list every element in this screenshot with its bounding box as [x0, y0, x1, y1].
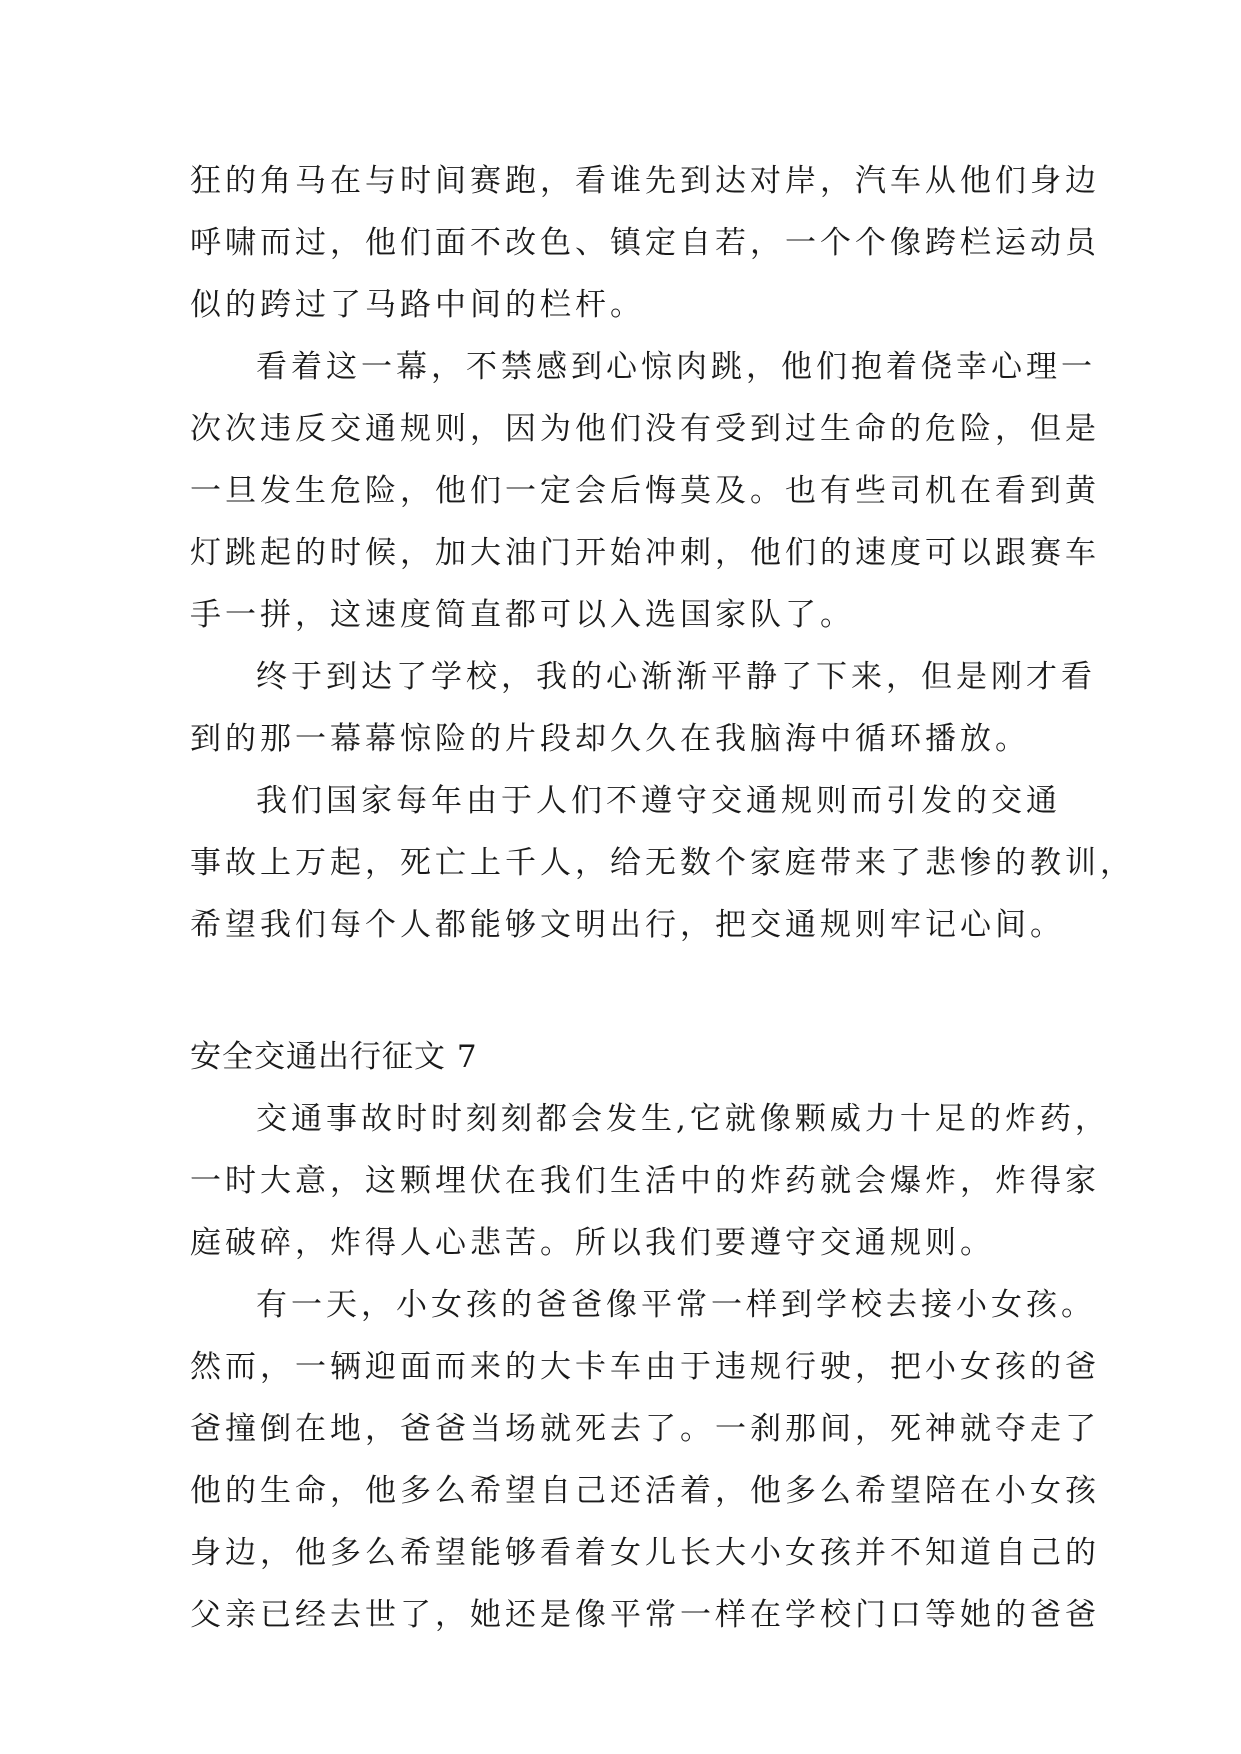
text-line: 到的那一幕幕惊险的片段却久久在我脑海中循环播放。: [190, 721, 1030, 757]
paragraph: [190, 336, 1100, 646]
text-line: 终于到达了学校，我的心渐渐平静了下来，但是刚才看: [256, 659, 1096, 695]
text-line: 希望我们每个人都能够文明出行，把交通规则牢记心间。: [190, 907, 1065, 943]
text-line: 似的跨过了马路中间的栏杆。: [190, 287, 645, 323]
text-line: 爸撞倒在地，爸爸当场就死去了。一刹那间，死神就夺走了: [190, 1411, 1100, 1447]
text-line: 交通事故时时刻刻都会发生,它就像颗威力十足的炸药，: [256, 1101, 1110, 1137]
document-body: [190, 150, 1135, 1646]
section-spacer: [190, 956, 1050, 1026]
text-line: 看着这一幕，不禁感到心惊肉跳，他们抱着侥幸心理一: [256, 349, 1096, 385]
text-line: 灯跳起的时候，加大油门开始冲刺，他们的速度可以跟赛车: [190, 535, 1100, 571]
text-line: 他的生命，他多么希望自己还活着，他多么希望陪在小女孩: [190, 1473, 1100, 1509]
text-line: 庭破碎，炸得人心悲苦。所以我们要遵守交通规则。: [190, 1225, 995, 1261]
text-line: 事故上万起，死亡上千人，给无数个家庭带来了悲惨的教训，: [190, 845, 1135, 881]
text-line: 一时大意，这颗埋伏在我们生活中的炸药就会爆炸，炸得家: [190, 1163, 1100, 1199]
paragraph: [190, 1274, 1100, 1646]
paragraph: [190, 646, 1096, 770]
text-line: 父亲已经去世了，她还是像平常一样在学校门口等她的爸爸: [190, 1597, 1100, 1633]
text-line: 身边，他多么希望能够看着女儿长大小女孩并不知道自己的: [190, 1535, 1100, 1571]
text-line: 然而，一辆迎面而来的大卡车由于违规行驶，把小女孩的爸: [190, 1349, 1100, 1385]
text-line: 我们国家每年由于人们不遵守交通规则而引发的交通: [256, 783, 1061, 819]
paragraph: [190, 770, 1135, 956]
text-line: 呼啸而过，他们面不改色、镇定自若，一个个像跨栏运动员: [190, 225, 1100, 261]
text-line: 一旦发生危险，他们一定会后悔莫及。也有些司机在看到黄: [190, 473, 1100, 509]
section-title: 安全交通出行征文 7: [190, 1039, 478, 1075]
paragraph: [190, 150, 1100, 336]
text-line: 狂的角马在与时间赛跑，看谁先到达对岸，汽车从他们身边: [190, 163, 1100, 199]
paragraph: [190, 1088, 1110, 1274]
text-line: 次次违反交通规则，因为他们没有受到过生命的危险，但是: [190, 411, 1100, 447]
text-line: 手一拼，这速度简直都可以入选国家队了。: [190, 597, 855, 633]
text-line: 有一天，小女孩的爸爸像平常一样到学校去接小女孩。: [256, 1287, 1096, 1323]
